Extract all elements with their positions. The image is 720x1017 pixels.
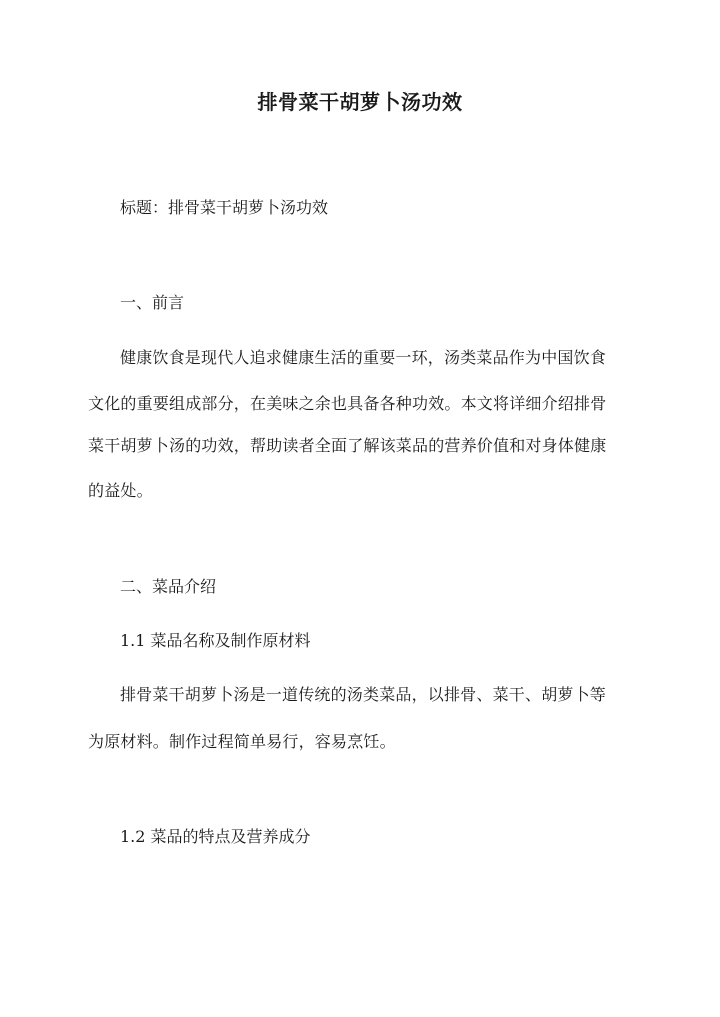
- paragraph-line: 为原材料。制作过程简单易行，容易烹饪。: [88, 732, 396, 751]
- section-heading-preface: 一、前言: [120, 293, 185, 312]
- paragraph-line: 排骨菜干胡萝卜汤是一道传统的汤类菜品，以排骨、菜干、胡萝卜等: [120, 685, 607, 704]
- paragraph-line: 菜干胡萝卜汤的功效，帮助读者全面了解该菜品的营养价值和对身体健康: [88, 436, 607, 455]
- section-heading-dish-intro: 二、菜品介绍: [120, 577, 217, 596]
- subsection-heading-name-ingredients: 1.1 菜品名称及制作原材料: [120, 631, 311, 650]
- paragraph-line: 健康饮食是现代人追求健康生活的重要一环，汤类菜品作为中国饮食: [120, 348, 607, 367]
- subsection-heading-features-nutrition: 1.2 菜品的特点及营养成分: [120, 827, 311, 846]
- document-title: 排骨菜干胡萝卜汤功效: [257, 90, 463, 114]
- subtitle-line: 标题：排骨菜干胡萝卜汤功效: [120, 198, 329, 217]
- paragraph-line: 的益处。: [88, 481, 153, 500]
- paragraph-line: 文化的重要组成部分，在美味之余也具备各种功效。本文将详细介绍排骨: [88, 394, 607, 413]
